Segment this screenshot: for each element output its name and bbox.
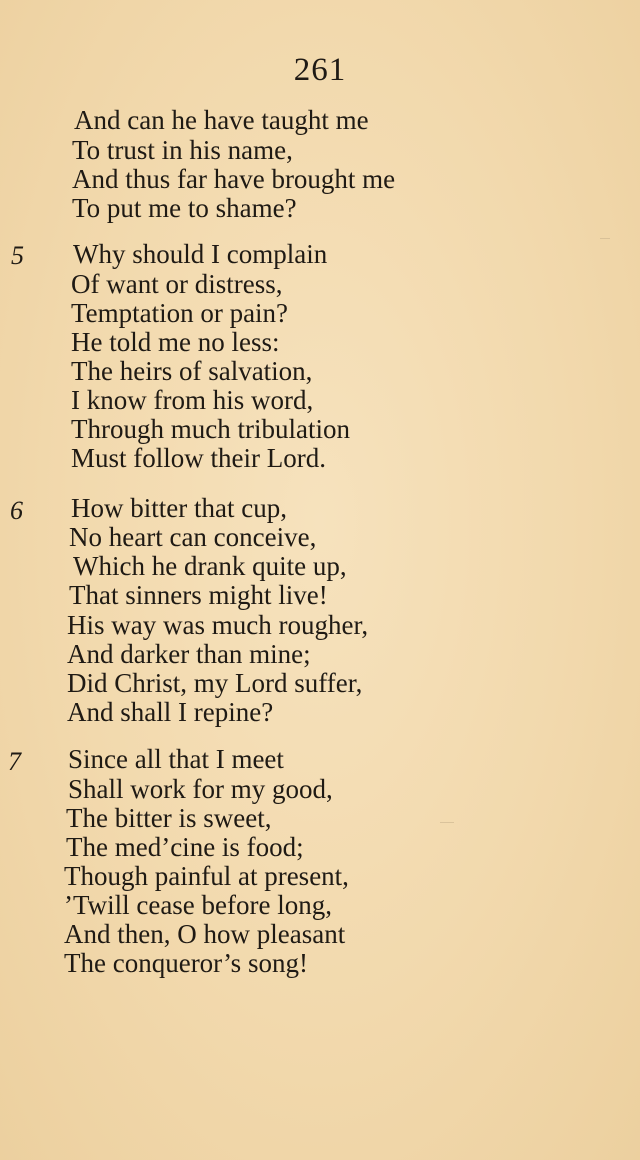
verse-line: And can he have taught me <box>74 105 369 135</box>
page-number: 261 <box>293 52 347 88</box>
verse-line: The bitter is sweet, <box>66 803 272 833</box>
verse-line: To trust in his name, <box>72 135 293 165</box>
verse-line: Must follow their Lord. <box>71 443 326 473</box>
verse-line: Which he drank quite up, <box>73 551 347 581</box>
verse-line: That sinners might live! <box>69 580 328 610</box>
verse-line: And then, O how pleasant <box>64 919 346 949</box>
verse-line: Did Christ, my Lord suffer, <box>67 668 363 698</box>
verse-line: His way was much rougher, <box>67 610 369 640</box>
verse-line: ’Twill cease before long, <box>64 890 332 920</box>
verse-line: No heart can conceive, <box>69 522 317 552</box>
stanza-number: 7 <box>8 747 21 776</box>
verse-line: He told me no less: <box>71 327 280 357</box>
verse-line: And shall I repine? <box>67 697 274 727</box>
verse-line: Through much tribulation <box>71 414 350 444</box>
stanza-number: 5 <box>11 241 24 270</box>
verse-line: I know from his word, <box>71 385 314 415</box>
verse-line: The med’cine is food; <box>66 832 304 862</box>
verse-line: And darker than mine; <box>67 639 311 669</box>
verse-line: And thus far have brought me <box>72 164 396 194</box>
stanza-number: 6 <box>10 496 23 525</box>
verse-line: Why should I complain <box>73 239 328 269</box>
verse-line: Of want or distress, <box>71 269 283 299</box>
verse-line: The conqueror’s song! <box>64 948 308 978</box>
verse-line: Shall work for my good, <box>68 774 333 804</box>
verse-line: Since all that I meet <box>68 744 284 774</box>
verse-line: The heirs of salvation, <box>71 356 313 386</box>
verse-line: To put me to shame? <box>72 193 297 223</box>
verse-line: How bitter that cup, <box>71 493 287 523</box>
paper-speck <box>600 238 610 239</box>
verse-line: Though painful at present, <box>64 861 349 891</box>
paper-speck <box>440 822 454 823</box>
verse-line: Temptation or pain? <box>71 298 289 328</box>
